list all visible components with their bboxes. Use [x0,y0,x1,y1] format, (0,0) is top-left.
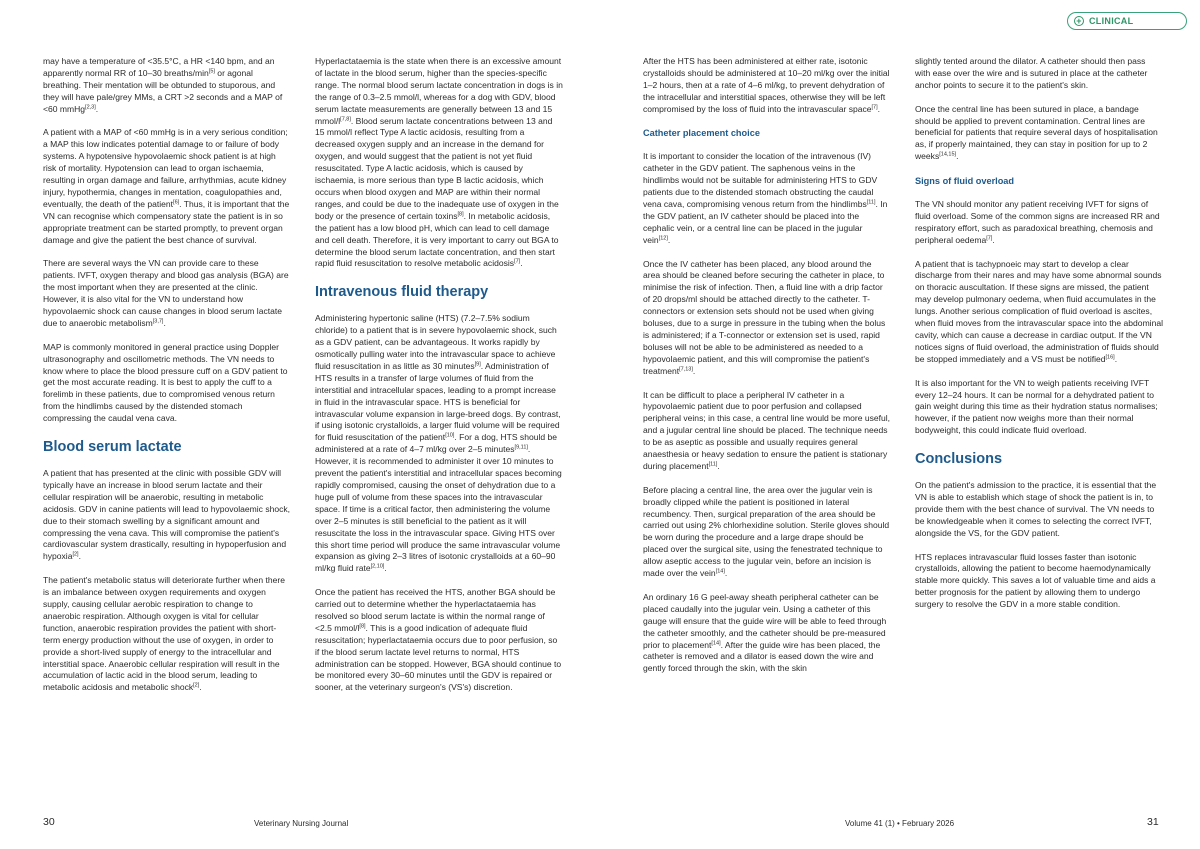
paragraph: A patient that is tachypnoeic may start to develop a clear discharge from their nares and may have some abnormal sounds on thoracic auscultation. If these signs are missed, the patient may develop pulmonary oedema, when fluid accumulates in the lungs. Another serious complication of fluid overload is ascites, when fluid moves from the intravascular space into the abdominal cavity, which can cause a decrease in cardiac output. If the VN notices signs of fluid overload, the administration of fluids should be stopped immediately and a VS must be notified[16]. [915,258,1163,364]
paragraph: Administering hypertonic saline (HTS) (7.2–7.5% sodium chloride) to a patient that is in severe hypovolaemic shock, such as a GDV patient, can be advantageous. It works rapidly by osmotically pulling water into the intravascular space to achieve fluid resuscitation in as little as 30 minutes[9]. Administration of HTS results in a transfer of large volumes of fluid from the interstitial and intracellular spaces, leading to a prompt increase in fluid in the intravascular space. HTS is beneficial for intravascular volume expansion in large-breed dogs. By contrast, if using isotonic crystalloids, a larger fluid volume will be required for fluid resuscitation of the patient[10]. For a dog, HTS should be administered at a rate of 4–7 ml/kg over 2–5 minutes[9,11]. However, it is recommended to administer it over 10 minutes to prevent the patient's interstitial and intracellular spaces becoming rapidly compromised, causing the onset of dehydration due to a huge pull of volume from these spaces into the intravascular space. If time is a critical factor, then administering the volume over 2–5 minutes is still beneficial to the patient as it will resuscitate the loss in the intravascular space. Giving HTS over this short time period will produce the same intravascular volume expansion as giving 2–3 litres of isotonic crystalloids at a 60–90 ml/kg fluid rate[2,10]. [315,313,562,574]
column-4 [915,56,1163,611]
plus-circle-icon: + [1074,16,1084,26]
paragraph: It can be difficult to place a peripheral IV catheter in a hypovolaemic patient due to poor perfusion and collapsed peripheral veins; in this case, a central line would be more useful, and a jugular central line should be placed. The technique needs to be as aseptic as possible and usually requires general anaesthesia or heavy sedation to ensure the patient is stationary during placement[11]. [643,389,891,471]
section-label: CLINICAL [1089,16,1134,26]
paragraph: A patient with a MAP of <60 mmHg is in a very serious condition; a MAP this low indicates potential damage to or failure of body systems. A hypotensive hypovolaemic shock patient is at high risk of mortality. Hypotension can lead to organ ischaemia, resulting in organ damage and failure, arrhythmias, acute kidney injury, hypothermia, changes in mentation, coagulopathies and, eventually, the death of the patient[6]. Thus, it is important that the VN can recognise which compensatory state the patient is in so appropriate treatment can be started promptly, to prevent organ damage and give the patient the best chance of survival. [43,127,290,245]
section-heading: Conclusions [915,451,1003,468]
column-3 [643,56,891,675]
subsection-heading: Catheter placement choice [643,128,760,139]
journal-name: Veterinary Nursing Journal [254,819,349,828]
column-2 [315,56,563,694]
paragraph: Before placing a central line, the area over the jugular vein is broadly clipped while the patient is positioned in lateral recumbency. Then, surgical preparation of the area should be carried out using 2% chlorhexidine solution. Sterile gloves should be worn during the procedure and a large drape should be placed over the surgical site, using the fenestrated technique to allow aseptic access to the jugular vein, before an incision is made over the vein[14]. [643,484,890,579]
right-page-number: 31 [1147,816,1159,828]
section-heading: Intravenous fluid therapy [315,284,489,301]
paragraph: After the HTS has been administered at either rate, isotonic crystalloids should be administered at 10–20 ml/kg over the initial 1–2 hours, then at a rate of 4–6 ml/kg, to prevent dehydration of the intracellular and interstitial spaces, otherwise they will be left compromised by the loss of fluid into the intravascular space[7]. [643,56,890,114]
paragraph: MAP is commonly monitored in general practice using Doppler ultrasonography and oscillometric methods. The VN needs to know where to place the blood pressure cuff on a GDV patient to get the most accurate reading. It is best to apply the cuff to a forelimb in these patients, due to compromised venous return from the hindlimbs caused by the distended stomach compressing the caudal vena cava. [43,341,288,424]
section-heading: Blood serum lactate [43,439,182,456]
paragraph: An ordinary 16 G peel-away sheath peripheral catheter can be placed caudally into the jugular vein. Using a catheter of this gauge will ensure that the guide wire will be able to feed through the catheter smoothly, and the catheter should be pre-measured prior to placement[14]. After the guide wire has been placed, the catheter is removed and a dilator is eased down the wire and gently forced through the skin, with the skin [643,591,887,674]
paragraph: slightly tented around the dilator. A catheter should then pass with ease over the wire and is sutured in place at the catheter anchor points to secure it to the patient's skin. [915,56,1148,90]
paragraph: It is important to consider the location of the intravenous (IV) catheter in the GDV patient. The saphenous veins in the hindlimbs would not be suitable for administering HTS to GDV patients due to the distended stomach obstructing the caudal vena cava, compromising venous return from the hindlimbs[11]. In the GDV patient, an IV catheter should be placed into the cephalic vein, or a central line can be placed in the jugular vein[12]. [643,151,888,245]
subsection-heading: Signs of fluid overload [915,176,1015,187]
paragraph: The VN should monitor any patient receiving IVFT for signs of fluid overload. Some of the common signs are increased RR and respiratory effort, such as paradoxical breathing, chemosis and peripheral oedema[7]. [915,199,1160,245]
paragraph: Once the IV catheter has been placed, any blood around the area should be cleaned before securing the catheter in place, to minimise the risk of infection. Then, a fluid line with a drip factor of 20 drops/ml should be attached directly to the catheter. T-connectors or extension sets should not be used when giving boluses, due to a surge in pressure in the tubing when the bolus is administered; if a T-connector or extension set is used, rapid boluses will not be able to be administered as needed to a hypovolaemic patient, and this will compromise the patient's treatment[7,13]. [643,258,886,376]
paragraph: HTS replaces intravascular fluid losses faster than isotonic crystalloids, allowing the patient to become haemodynamically stable more quickly. This saves a lot of valuable time and aids a better prognosis for the patient by allowing them to undergo surgery to resolve the GDV in a more stable condition. [915,551,1156,610]
column-1 [43,56,291,694]
section-badge [1067,12,1187,30]
paragraph: Hyperlactataemia is the state when there is an excessive amount of lactate in the blood serum, higher than the species-specific range. The normal blood serum lactate concentration in dogs is in the range of 0.3–2.5 mmol/l, whereas for a dog with GDV, blood serum lactate measurements are generally between 13 and 15 mmol/l[7,8]. Blood serum lactate concentrations between 13 and 15 mmol/l reflect Type A lactic acidosis, resulting from a decreased oxygen supply and an increase in the demand for oxygen, and would suggest that the patient is not yet fluid resuscitated. Type A lactic acidosis, which is caused by ischaemia, is more serious than type B lactic acidosis, which occurs when blood oxygen and MAP are within their normal ranges, and could be due to the inadequate use of oxygen in the body or the presence of certain toxins[8]. In metabolic acidosis, the patient has a low blood pH, which can lead to cell damage and cell death. Therefore, it is very important to carry out BGA to determine the blood serum lactate concentration, and then start rapid fluid resuscitation to resolve metabolic acidosis[7]. [315,56,563,269]
paragraph: The patient's metabolic status will deteriorate further when there is an imbalance between oxygen requirements and oxygen supply, causing cellular aerobic respiration to change to anaerobic respiration. Although oxygen is vital for cellular function, anaerobic respiration provides the patient with short-term energy production without the use of oxygen, in order to provide a short-lived supply of energy to the intracellular and interstitial space. Anaerobic cellular respiration will result in the accumulation of lactic acid in the blood serum, leading to metabolic acidosis and metabolic shock[2]. [43,575,286,693]
paragraph: On the patient's admission to the practice, it is essential that the VN is able to establish which stage of shock the patient is in, to provide them with the best chance of survival. The VN needs to be knowledgeable when it comes to selecting the correct IVFT, alongside the VS, for the GDV patient. [915,480,1157,538]
paragraph: Once the central line has been sutured in place, a bandage should be applied to prevent contamination. Central lines are beneficial for patients that require several days of hospitalisation as, if properly maintained, they can stay in position for up to 2 weeks[14,15]. [915,103,1158,162]
paragraph: may have a temperature of <35.5°C, a HR <140 bpm, and an apparently normal RR of 10–30 breaths/min[5] or agonal breathing. Their mentation will be obtunded to stuporous, and they will have pale/grey MMs, a CRT >2 seconds and a MAP of <60 mmHg[2,3]. [43,56,283,114]
volume-info: Volume 41 (1) • February 2026 [845,819,955,828]
paragraph: There are several ways the VN can provide care to these patients. IVFT, oxygen therapy and blood gas analysis (BGA) are the most important when they are presented at the clinic. However, it is also vital for the VN to understand how hypovolaemic shock can cause changes in blood serum lactate due to anaerobic metabolism[3,7]. [43,258,289,328]
paragraph: A patient that has presented at the clinic with possible GDV will typically have an increase in blood serum lactate and their cellular respiration will be anaerobic, resulting in metabolic acidosis. GDV in canine patients will lead to hypovolaemic shock, due to their stomach swelling by a significant amount and compressing the vena cava. This will compromise the patient's cardiovascular system drastically, resulting in hypoperfusion and hypoxia[2]. [43,468,291,562]
paragraph: Once the patient has received the HTS, another BGA should be carried out to determine whether the hyperlactataemia has resolved so blood serum lactate is within the normal range of <2.5 mmol/l[8]. This is a good indication of adequate fluid resuscitation; hyperlactataemia occurs due to poor perfusion, so if the blood serum lactate level returns to normal, HTS administration can be stopped. However, BGA should continue to be monitored every 30–60 minutes until the GDV is repaired or sooner, at the veterinary surgeon's (VS's) discretion. [315,587,562,693]
left-page-number: 30 [43,816,55,828]
paragraph: It is also important for the VN to weigh patients receiving IVFT every 12–24 hours. It can be normal for a dehydrated patient to gain weight during this time as their hydration status normalises; however, if the patient now weighs more than their normal bodyweight, this could indicate fluid overload. [915,377,1158,436]
